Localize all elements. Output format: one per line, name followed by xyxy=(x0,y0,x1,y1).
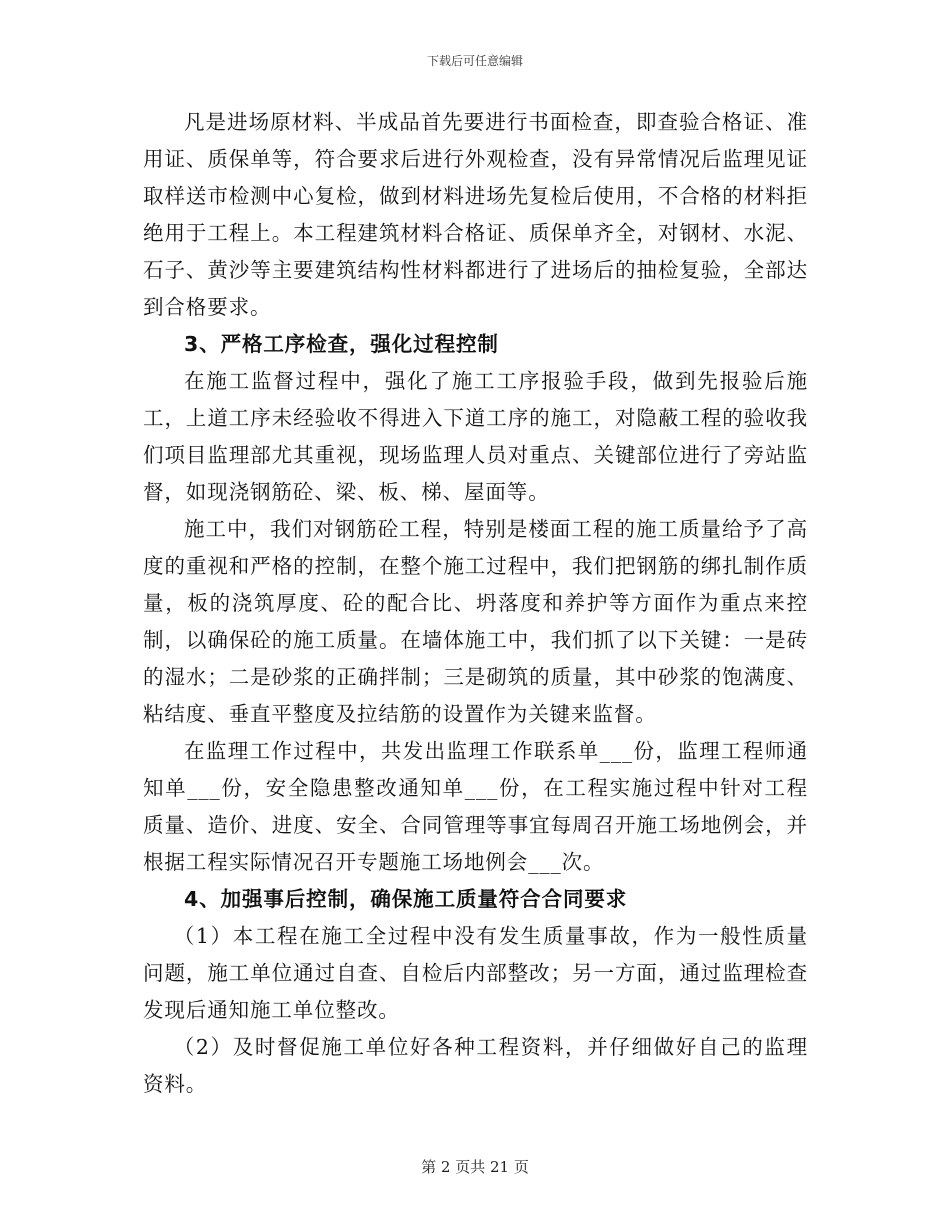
paragraph-supervision-notices: 在监理工作过程中，共发出监理工作联系单___份，监理工程师通知单___份，安全隐患整改通知单___份，在工程实施过程中针对工程质量、造价、进度、安全、合同管理等事宜每周召开施工场地例会，并根据工程实际情况召开专题施工场地例会___次。 xyxy=(143,739,808,874)
section-heading-4: 4、加强事后控制，确保施工质量符合合同要求 xyxy=(184,887,628,911)
paragraph-concrete-control: 施工中，我们对钢筋砼工程，特别是楼面工程的施工质量给予了高度的重视和严格的控制，在整个施工过程中，我们把钢筋的绑扎制作质量，板的浇筑厚度、砼的配合比、坍落度和养护等方面作为重点来控制，以确保砼的施工质量。在墙体施工中，我们抓了以下关键：一是砖的湿水；二是砂浆的正确拌制；三是砌筑的质量，其中砂浆的饱满度、粘结度、垂直平整度及拉结筋的设置作为关键来监督。 xyxy=(143,517,808,726)
paragraph-item-1: （1）本工程在施工全过程中没有发生质量事故，作为一般性质量问题，施工单位通过自查、自检后内部整改；另一方面，通过监理检查发现后通知施工单位整改。 xyxy=(143,924,808,1022)
page-number: 第 2 页共 21 页 xyxy=(421,1158,529,1176)
document-body xyxy=(143,104,808,1103)
section-heading-3: 3、严格工序检查，强化过程控制 xyxy=(184,332,499,356)
page-header: 下载后可任意编辑 xyxy=(426,54,523,68)
paragraph-item-2: （2）及时督促施工单位好各种工程资料，并仔细做好自己的监理资料。 xyxy=(143,1035,808,1096)
paragraph-process-supervision: 在施工监督过程中，强化了施工工序报验手段，做到先报验后施工，上道工序未经验收不得进入下道工序的施工，对隐蔽工程的验收我们项目监理部尤其重视，现场监理人员对重点、关键部位进行了旁站监督，如现浇钢筋砼、梁、板、梯、屋面等。 xyxy=(143,369,808,504)
paragraph-materials-inspection: 凡是进场原材料、半成品首先要进行书面检查，即查验合格证、准用证、质保单等，符合要求后进行外观检查，没有异常情况后监理见证取样送市检测中心复检，做到材料进场先复检后使用，不合格的材料拒绝用于工程上。本工程建筑材料合格证、质保单齐全，对钢材、水泥、石子、黄沙等主要建筑结构性材料都进行了进场后的抽检复验，全部达到合格要求。 xyxy=(143,110,808,319)
